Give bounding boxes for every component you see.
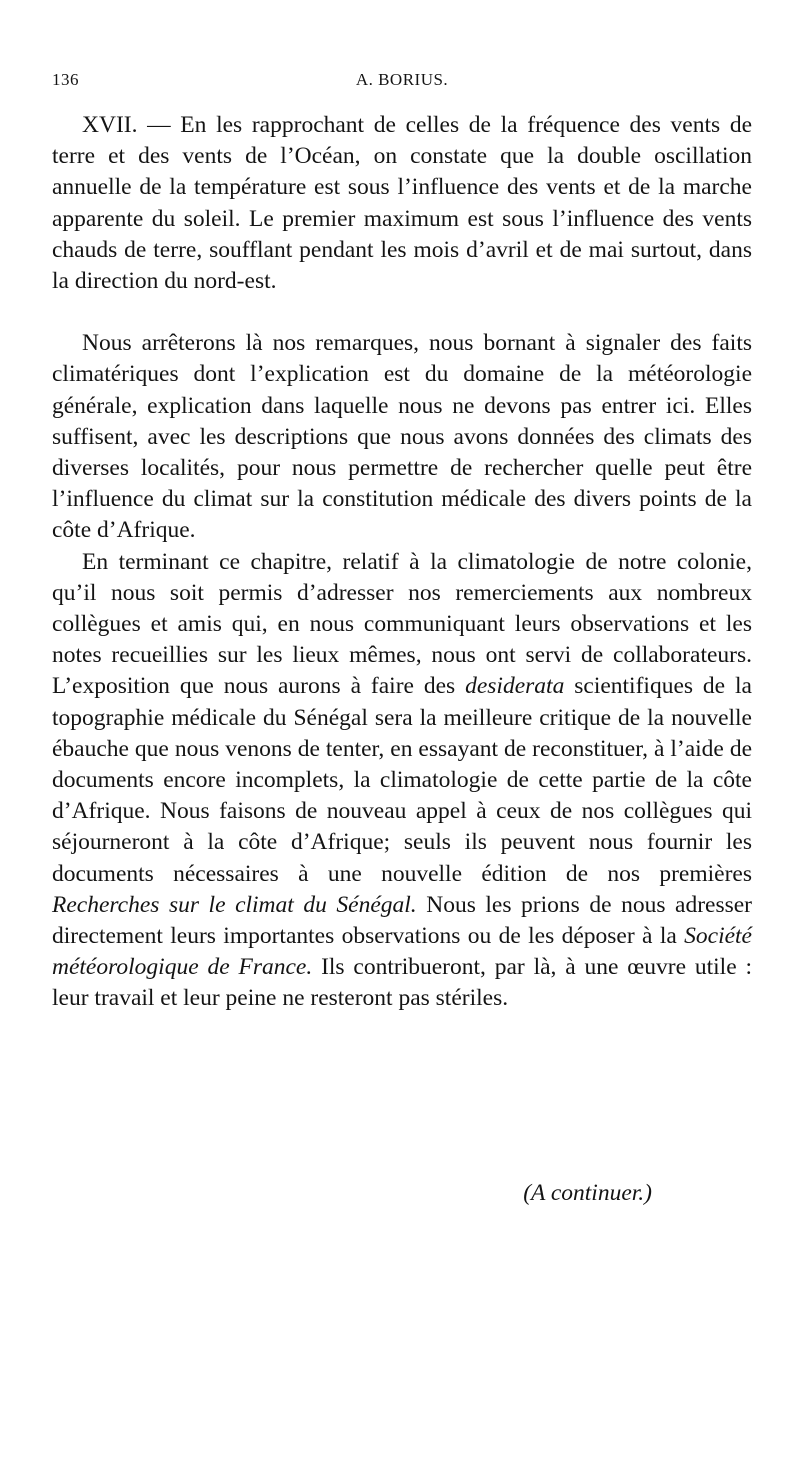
- page-number: 136: [52, 70, 79, 89]
- italic-desiderata: desiderata: [465, 673, 565, 700]
- text-segment: Nous les prions de nous adresser directement leurs importantes observations ou de les déposer à la: [52, 891, 752, 950]
- running-head: [52, 70, 752, 98]
- running-title: A. BORIUS.: [355, 70, 449, 89]
- italic-society-name: Société météorologique de France.: [52, 923, 752, 981]
- text-segment: Ils contribueront, par là, à une œuvre utile : leur travail et leur peine ne resteront pas stériles.: [52, 954, 753, 1012]
- paragraph-xvii: XVII. — En les rapprochant de celles de la fréquence des vents de terre et des vents de l’Océan, on constate que la double oscillation annuelle de la température est sous l’influence des vents et de la marche apparente du soleil. Le premier maximum est sous l’influence des vents chauds de terre, soufflant pendant les mois d’avril et de mai surtout, dans la direction du nord-est.: [52, 112, 752, 295]
- continuation-note: [52, 1178, 652, 1209]
- italic-book-title: Recherches sur le climat du Sénégal.: [52, 891, 417, 918]
- paragraph-remarks: Nous arrêterons là nos remarques, nous bornant à signaler des faits climatériques dont l’explication est du domaine de la météorologie générale, explication dans laquelle nous ne devons pas entrer ici. Elles suffisent, avec les descriptions que nous avons données des climats des diverses localités, pour nous permettre de rechercher quelle peut être l’influence du climat sur la constitution médicale des divers points de la côte d’Afrique.: [52, 330, 752, 544]
- text-segment: En terminant ce chapitre, relatif à la climatologie de notre colonie, qu’il nous soit permis d’adresser nos remerciements aux nombreux collègues et amis qui, en nous communiquant leurs observations et les notes recueillies sur les lieux mêmes, nous ont servi de collaborateurs. L’exposition que nous aurons à faire des: [52, 548, 752, 700]
- continuation-text: (A continuer.): [523, 1180, 652, 1206]
- paragraph-closing: [52, 547, 752, 1015]
- body-text: [52, 110, 752, 1015]
- text-segment: scientifiques de la topographie médicale du Sénégal sera la meilleure critique de la nouvelle ébauche que nous venons de tenter, en essayant de reconstituer, à l’aide de documents encore incomplets, la climatologie de cette partie de la côte d’Afrique. Nous faisons de nouveau appel à ceux de nos collègues qui séjourneront à la côte d’Afrique; seuls ils peuvent nous fournir les documents nécessaires à une nouvelle édition de nos premières: [52, 673, 752, 887]
